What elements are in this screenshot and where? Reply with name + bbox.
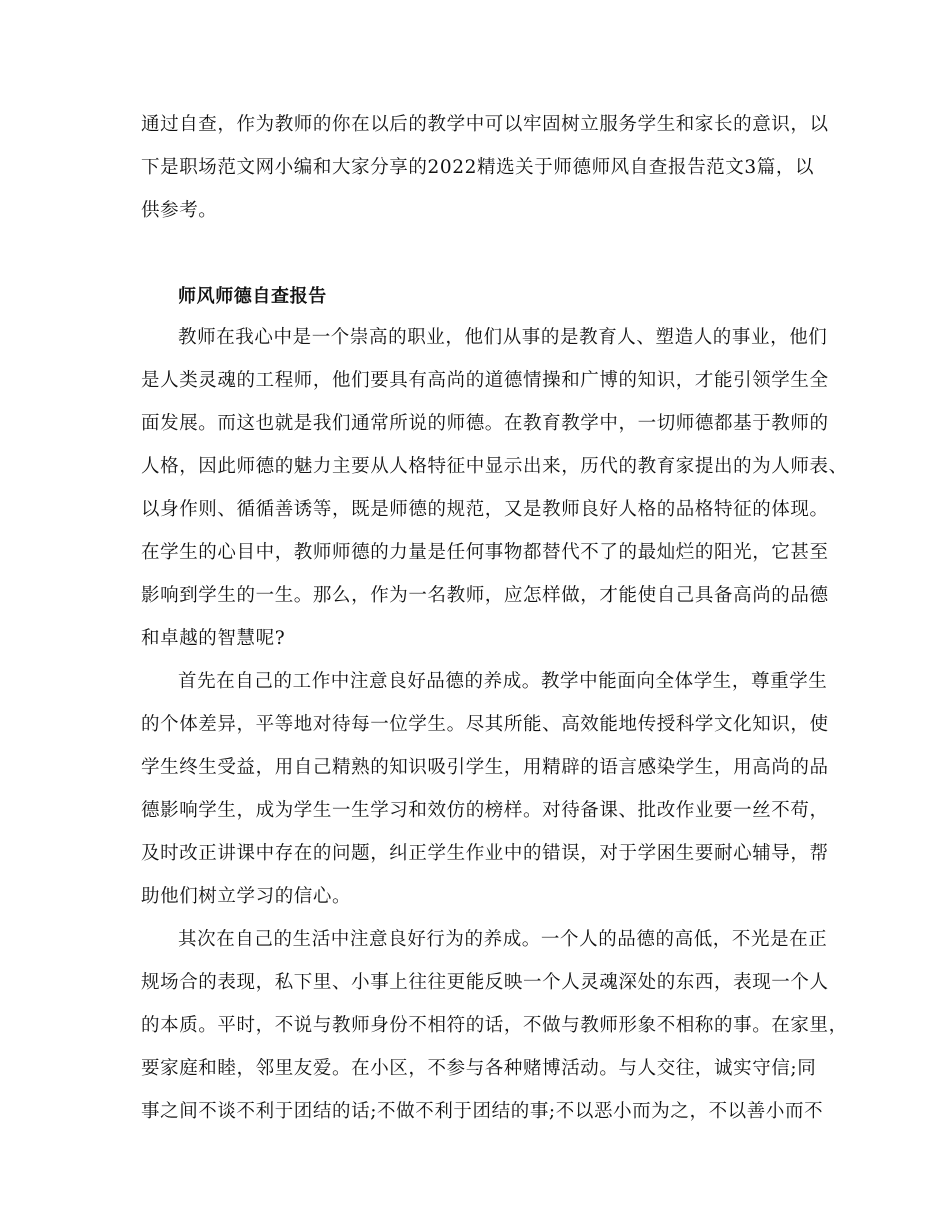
paragraph-line: 的本质。平时，不说与教师身份不相符的话，不做与教师形象不相称的事。在家里， bbox=[141, 1015, 848, 1036]
section-title: 师风师德自查报告 bbox=[178, 286, 327, 307]
paragraph-line: 其次在自己的生活中注意良好行为的养成。一个人的品德的高低，不光是在正 bbox=[178, 929, 828, 950]
paragraph-line: 影响到学生的一生。那么，作为一名教师，应怎样做，才能使自己具备高尚的品德 bbox=[141, 585, 829, 606]
paragraph-line: 在学生的心目中，教师师德的力量是任何事物都替代不了的最灿烂的阳光，它甚至 bbox=[141, 542, 829, 563]
paragraph-line: 规场合的表现，私下里、小事上往往更能反映一个人灵魂深处的东西，表现一个人 bbox=[141, 972, 829, 993]
paragraph-line: 面发展。而这也就是我们通常所说的师德。在教育教学中，一切师德都基于教师的 bbox=[141, 413, 829, 434]
paragraph-line: 及时改正讲课中存在的问题，纠正学生作业中的错误，对于学困生要耐心辅导，帮 bbox=[141, 843, 829, 864]
paragraph-line: 要家庭和睦，邻里友爱。在小区，不参与各种赌博活动。与人交往，诚实守信;同 bbox=[141, 1058, 817, 1079]
intro-line: 供参考。 bbox=[141, 200, 218, 221]
paragraph-line: 以身作则、循循善诱等，既是师德的规范，又是教师良好人格的品格特征的体现。 bbox=[141, 499, 829, 520]
paragraph-line: 教师在我心中是一个崇高的职业，他们从事的是教育人、塑造人的事业，他们 bbox=[178, 327, 828, 348]
paragraph-line: 学生终生受益，用自己精熟的知识吸引学生，用精辟的语言感染学生，用高尚的品 bbox=[141, 757, 829, 778]
paragraph-line: 首先在自己的工作中注意良好品德的养成。教学中能面向全体学生，尊重学生 bbox=[178, 671, 828, 692]
intro-line: 下是职场范文网小编和大家分享的2022精选关于师德师风自查报告范文3篇，以 bbox=[141, 157, 815, 178]
paragraph-line: 和卓越的智慧呢? bbox=[141, 628, 286, 649]
paragraph-line: 事之间不谈不利于团结的话;不做不利于团结的事;不以恶小而为之，不以善小而不 bbox=[141, 1101, 824, 1122]
paragraph-line: 助他们树立学习的信心。 bbox=[141, 886, 352, 907]
paragraph-line: 德影响学生，成为学生一生学习和效仿的榜样。对待备课、批改作业要一丝不苟， bbox=[141, 800, 829, 821]
paragraph-line: 是人类灵魂的工程师，他们要具有高尚的道德情操和广博的知识，才能引领学生全 bbox=[141, 370, 829, 391]
paragraph-line: 人格，因此师德的魅力主要从人格特征中显示出来，历代的教育家提出的为人师表、 bbox=[141, 456, 848, 477]
intro-line: 通过自查，作为教师的你在以后的教学中可以牢固树立服务学生和家长的意识，以 bbox=[141, 114, 829, 135]
paragraph-line: 的个体差异，平等地对待每一位学生。尽其所能、高效能地传授科学文化知识，使 bbox=[141, 714, 829, 735]
